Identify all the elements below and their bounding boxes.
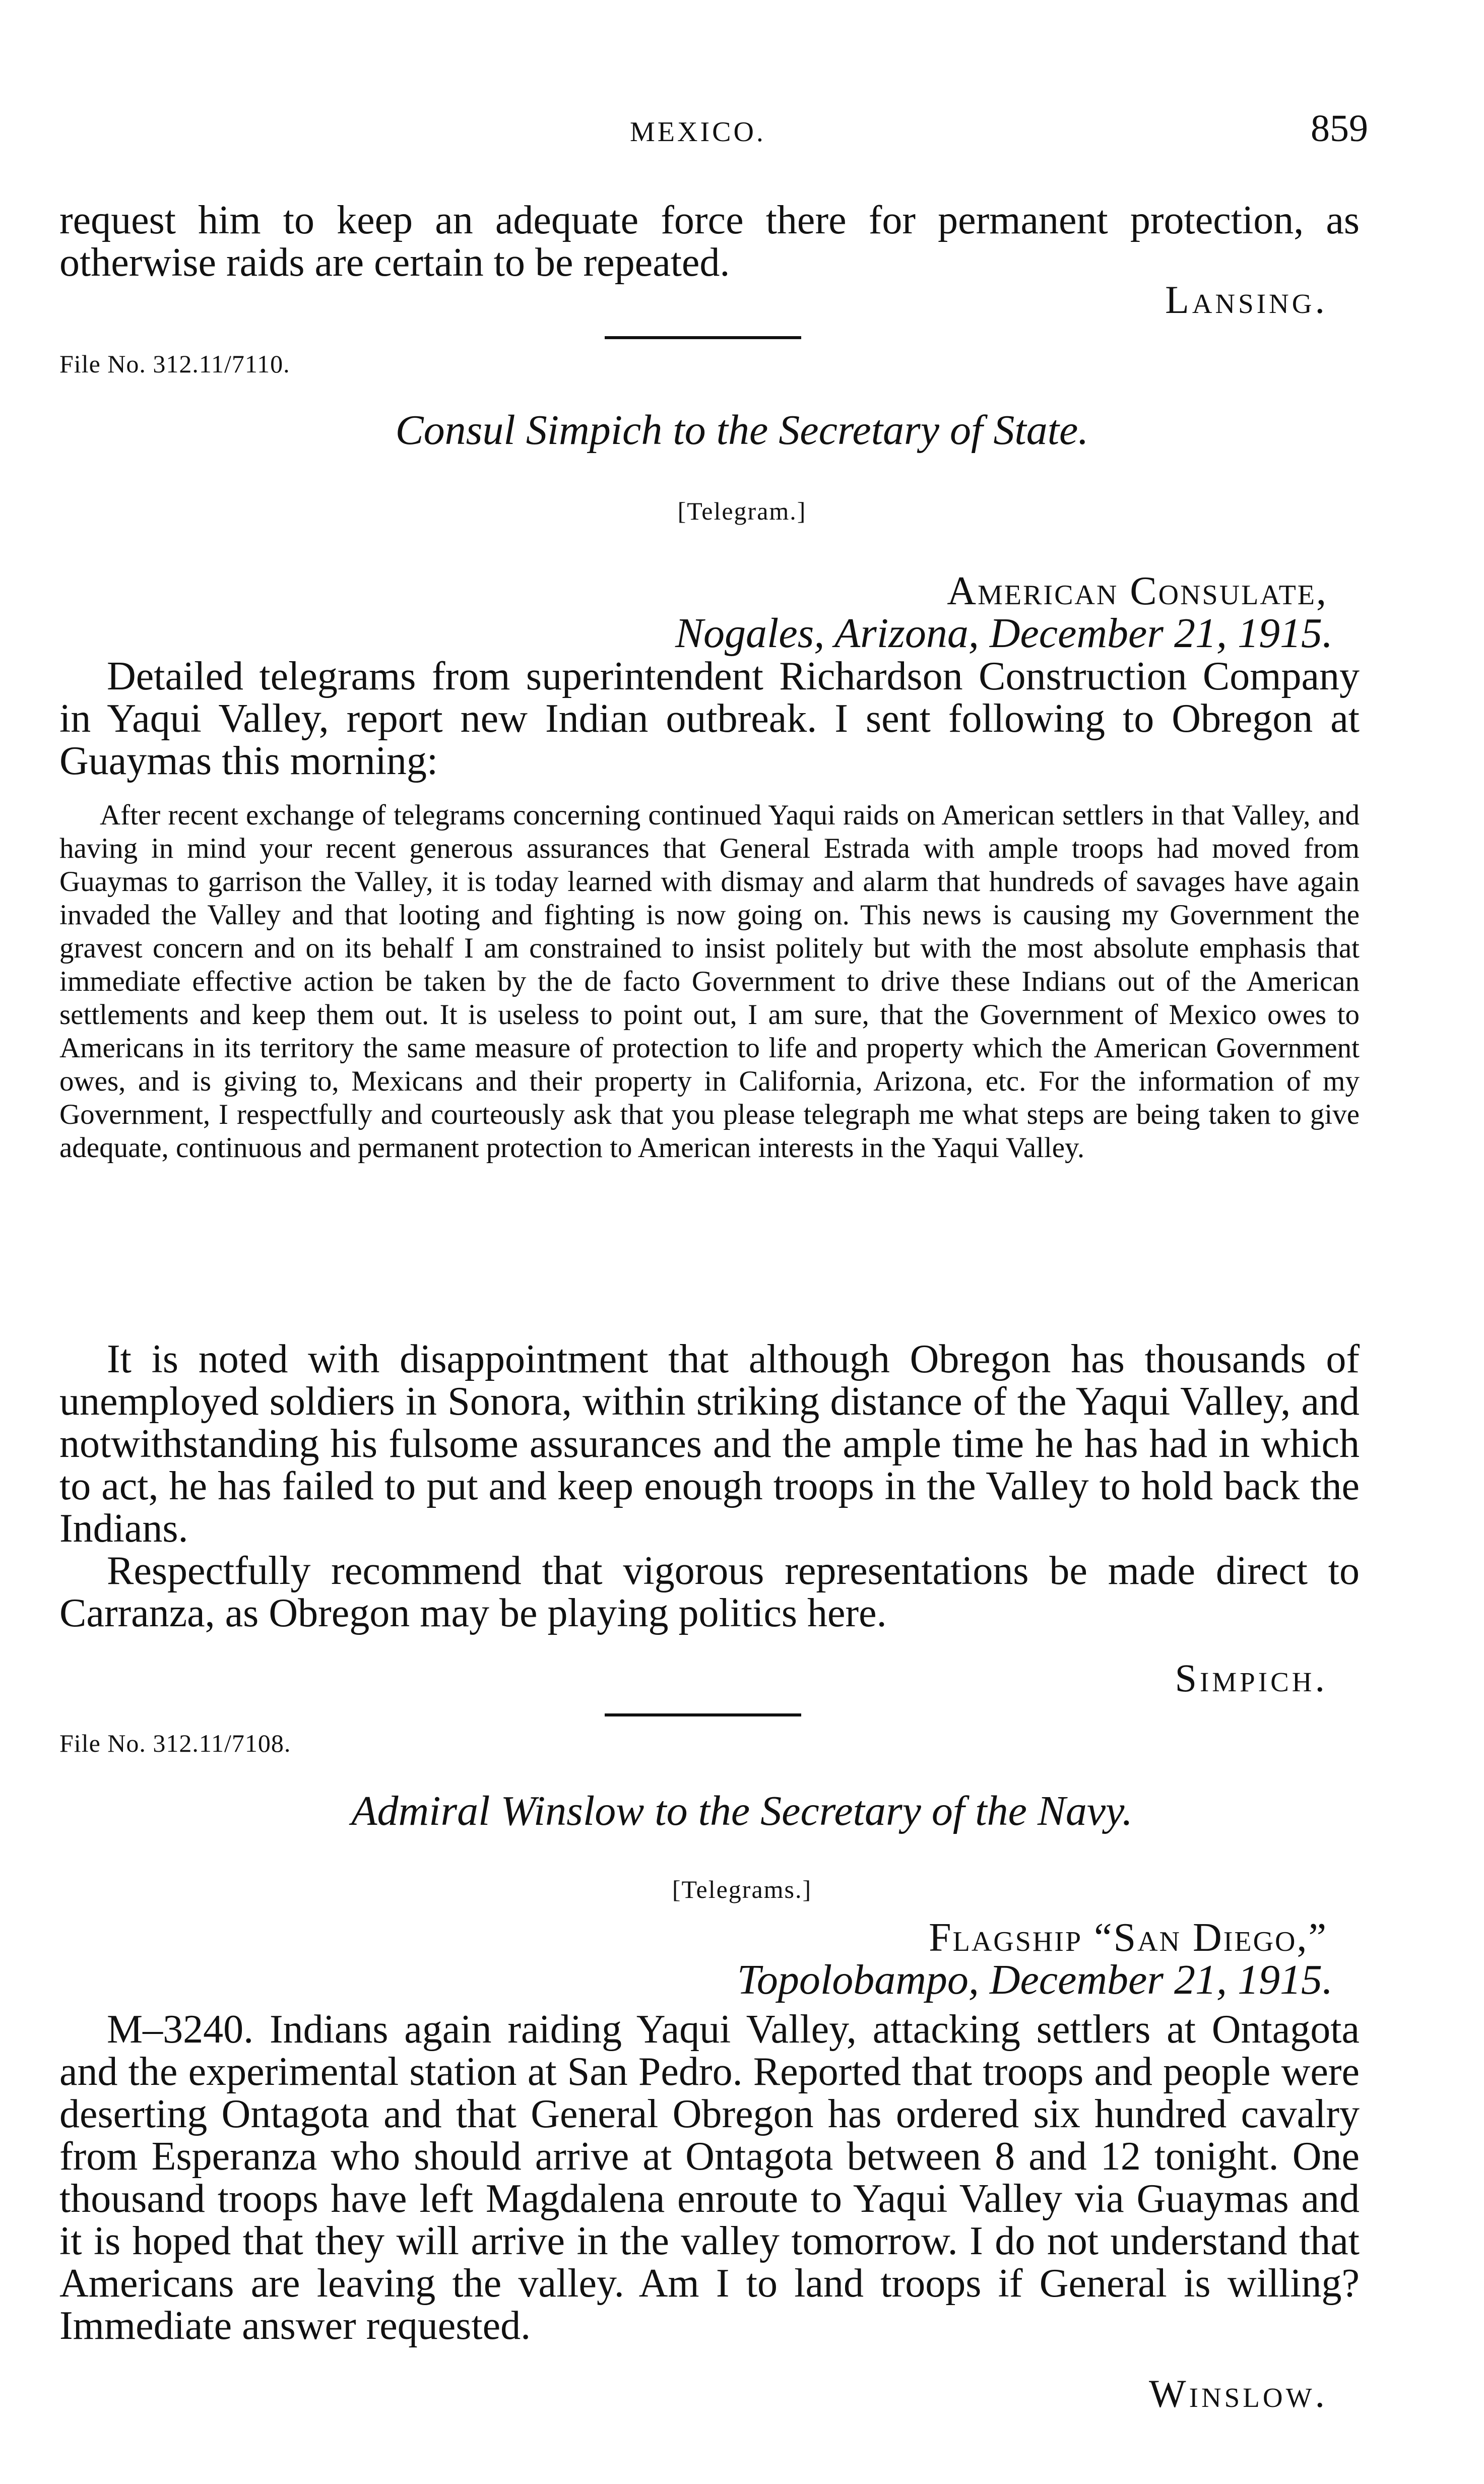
page-number: 859 bbox=[1311, 107, 1368, 150]
continuation-text-block bbox=[59, 199, 1360, 284]
signature-winslow: Winslow. bbox=[1149, 2372, 1328, 2415]
dateline-date: Nogales, Arizona, December 21, 1915. bbox=[675, 610, 1333, 657]
telegram-body-block bbox=[59, 1338, 1360, 1634]
signature-simpich: Simpich. bbox=[1175, 1656, 1328, 1700]
quoted-telegram: After recent exchange of telegrams concerning continued Yaqui raids on American settlers in that Valley, and having in mind your recent generous assurances that General Estrada with ample troops had moved from Guaymas to garrison the Valley, it is today learned with dismay and alarm that hundreds of savages have again invaded the Valley and that looting and fighting is now going on. This news is causing my Government the gravest concern and on its behalf I am constrained to insist politely but with the most absolute emphasis that immediate effective action be taken by the de facto Government to drive these Indians out of the American settlements and keep them out. It is useless to point out, I am sure, that the Government of Mexico owes to Americans in its territory the same measure of protection to life and property which the American Government owes, and is giving to, Mexicans and their property in California, Arizona, etc. For the information of my Government, I respectfully and courteously ask that you please telegraph me what steps are being taken to give adequate, continuous and permanent protection to American interests in the Yaqui Valley. bbox=[59, 799, 1360, 1164]
document-type: [Telegram.] bbox=[677, 497, 807, 525]
document-title: Consul Simpich to the Secretary of State. bbox=[395, 407, 1089, 454]
section-divider bbox=[605, 1713, 801, 1716]
telegram-body-block bbox=[59, 2008, 1360, 2347]
signature-lansing: Lansing. bbox=[1165, 278, 1328, 322]
telegram-paragraph: M–3240. Indians again raiding Yaqui Valley, attacking settlers at Ontagota and the experimental station at San Pedro. Reported that troops and people were deserting Ontagota and that General Obregon has ordered six hundred cavalry from Esperanza who should arrive at Ontagota between 8 and 12 tonight. One thousand troops have left Magdalena enroute to Yaqui Valley via Guaymas and it is hoped that they will arrive in the valley tomorrow. I do not understand that Americans are leaving the valley. Am I to land troops if General is willing? Immediate answer requested. bbox=[59, 2007, 1360, 2348]
document-type: [Telegrams.] bbox=[672, 1875, 812, 1903]
telegram-paragraph: Respectfully recommend that vigorous representations be made direct to Carranza, as Obregon may be playing politics here. bbox=[59, 1549, 1360, 1635]
telegram-paragraph: It is noted with disappointment that although Obregon has thousands of unemployed soldiers in Sonora, within striking distance of the Yaqui Valley, and notwithstanding his fulsome assurances and the ample time he has had in which to act, he has failed to put and keep enough troops in the Valley to hold back the Indians. bbox=[59, 1337, 1360, 1551]
running-head: MEXICO. bbox=[630, 116, 766, 148]
telegram-intro-paragraph: Detailed telegrams from superintendent Richardson Construction Company in Yaqui Valley, report new Indian outbreak. I sent following to Obregon at Guaymas this morning: bbox=[59, 654, 1360, 783]
file-number: File No. 312.11/7108. bbox=[59, 1729, 291, 1757]
file-number: File No. 312.11/7110. bbox=[59, 350, 290, 378]
dateline-place: American Consulate, bbox=[947, 569, 1328, 613]
document-title: Admiral Winslow to the Secretary of the Navy. bbox=[351, 1788, 1133, 1834]
continuation-paragraph: request him to keep an adequate force there for permanent protection, as otherwise raids are certain to be repeated. bbox=[59, 198, 1360, 285]
dateline-place: Flagship “San Diego,” bbox=[929, 1916, 1328, 1960]
section-divider bbox=[605, 336, 801, 339]
telegram-intro-block bbox=[59, 655, 1360, 782]
dateline-date: Topolobampo, December 21, 1915. bbox=[737, 1956, 1333, 2003]
